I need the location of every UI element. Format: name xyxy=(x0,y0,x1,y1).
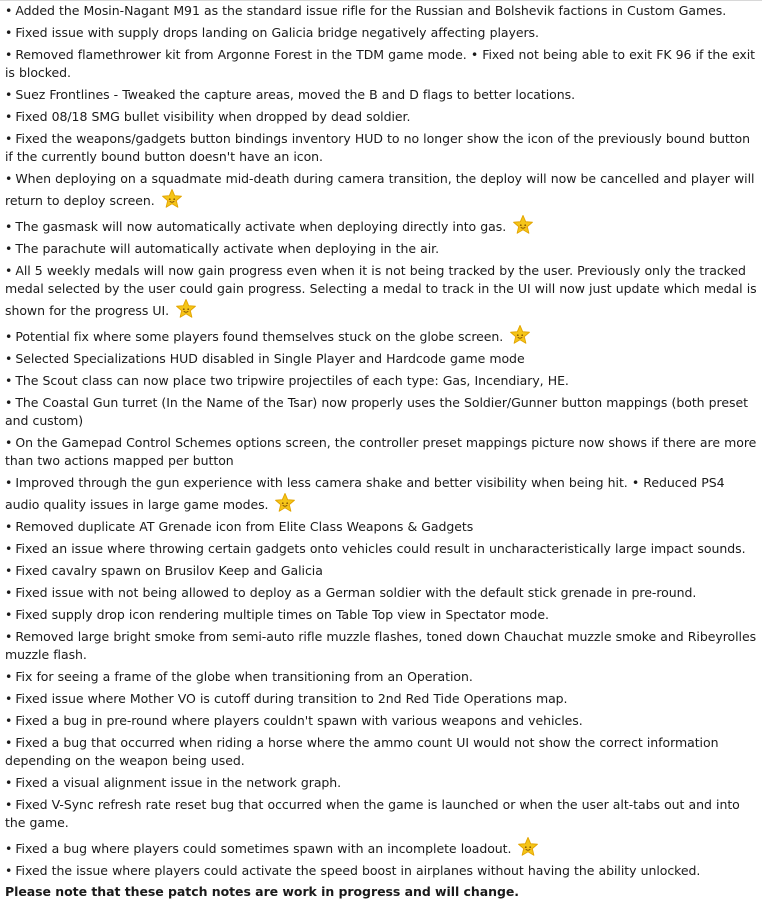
bullet: • xyxy=(5,863,13,878)
patch-note-text: Fixed issue where Mother VO is cutoff during transition to 2nd Red Tide Operations map. xyxy=(15,691,568,706)
patch-note-text: Added the Mosin-Nagant M91 as the standard issue rifle for the Russian and Bolshevik factions in Custom Games. xyxy=(15,3,727,18)
patch-note-item xyxy=(5,836,758,858)
patch-note-item xyxy=(5,628,758,664)
patch-note-item xyxy=(5,394,758,430)
smiling-star-icon xyxy=(161,188,183,210)
patch-note-item xyxy=(5,668,758,686)
bullet: • xyxy=(5,109,13,124)
bullet: • xyxy=(5,563,13,578)
patch-note-item xyxy=(5,108,758,126)
patch-note-text: On the Gamepad Control Schemes options screen, the controller preset mappings picture now shows if there are more than two actions mapped per button xyxy=(5,435,757,468)
patch-note-text: Potential fix where some players found themselves stuck on the globe screen. xyxy=(15,329,504,344)
patch-note-text: Removed large bright smoke from semi-auto rifle muzzle flashes, toned down Chauchat muzzle smoke and Ribeyrolles muzzle flash. xyxy=(5,629,757,662)
bullet: • xyxy=(5,351,13,366)
bullet: • xyxy=(5,669,13,684)
patch-note-text: Fixed V-Sync refresh rate reset bug that occurred when the game is launched or when the user alt-tabs out and into the game. xyxy=(5,797,740,830)
patch-note-item xyxy=(5,712,758,730)
patch-note-text: All 5 weekly medals will now gain progress even when it is not being tracked by the user. Previously only the tracked medal selected by the user could gain progress. Selecting a medal to track in the UI will now just update which medal is shown for the progress UI. xyxy=(5,263,757,318)
bullet: • xyxy=(5,713,13,728)
patch-note-item xyxy=(5,240,758,258)
patch-note-item xyxy=(5,2,758,20)
bullet: • xyxy=(5,475,13,490)
bullet: • xyxy=(5,607,13,622)
patch-note-text: Removed flamethrower kit from Argonne Forest in the TDM game mode. • Fixed not being able to exit FK 96 if the exit is blocked. xyxy=(5,47,755,80)
bullet: • xyxy=(5,435,13,450)
bullet: • xyxy=(5,171,13,186)
patch-note-text: Fixed an issue where throwing certain gadgets onto vehicles could result in uncharacteristically large impact sounds. xyxy=(15,541,746,556)
patch-note-text: When deploying on a squadmate mid-death during camera transition, the deploy will now be cancelled and player will return to deploy screen. xyxy=(5,171,755,208)
patch-note-item xyxy=(5,214,758,236)
patch-note-text: Removed duplicate AT Grenade icon from Elite Class Weapons & Gadgets xyxy=(15,519,474,534)
patch-note-item xyxy=(5,46,758,82)
work-in-progress-notice: Please note that these patch notes are work in progress and will change. xyxy=(5,884,519,899)
patch-note-text: Fixed 08/18 SMG bullet visibility when dropped by dead soldier. xyxy=(15,109,411,124)
patch-note-text: Fixed a visual alignment issue in the network graph. xyxy=(15,775,342,790)
patch-note-text: Fixed supply drop icon rendering multiple times on Table Top view in Spectator mode. xyxy=(15,607,549,622)
patch-note-item xyxy=(5,170,758,210)
smiling-star-icon xyxy=(175,298,197,320)
patch-note-text: Selected Specializations HUD disabled in Single Player and Hardcode game mode xyxy=(15,351,525,366)
bullet: • xyxy=(5,3,13,18)
patch-note-text: Fixed issue with supply drops landing on Galicia bridge negatively affecting players. xyxy=(15,25,539,40)
patch-note-item xyxy=(5,24,758,42)
bullet: • xyxy=(5,797,13,812)
patch-note-text: Fixed the weapons/gadgets button bindings inventory HUD to no longer show the icon of the previously bound button if the currently bound button doesn't have an icon. xyxy=(5,131,751,164)
patch-note-item xyxy=(5,584,758,602)
patch-notes-list xyxy=(5,2,758,880)
patch-note-item xyxy=(5,774,758,792)
bullet: • xyxy=(5,47,13,62)
patch-note-text: The Coastal Gun turret (In the Name of the Tsar) now properly uses the Soldier/Gunner button mappings (both preset and custom) xyxy=(5,395,748,428)
patch-note-text: Fix for seeing a frame of the globe when transitioning from an Operation. xyxy=(15,669,473,684)
patch-note-item xyxy=(5,540,758,558)
smiling-star-icon xyxy=(509,324,531,346)
bullet: • xyxy=(5,329,13,344)
patch-note-item xyxy=(5,324,758,346)
bullet: • xyxy=(5,131,13,146)
patch-note-item xyxy=(5,262,758,320)
patch-note-item xyxy=(5,734,758,770)
smiling-star-icon xyxy=(517,836,539,858)
patch-note-item xyxy=(5,606,758,624)
patch-note-item xyxy=(5,562,758,580)
patch-note-item xyxy=(5,372,758,390)
bullet: • xyxy=(5,775,13,790)
patch-note-text: Improved through the gun experience with less camera shake and better visibility when being hit. • Reduced PS4 audio quality issues in large game modes. xyxy=(5,475,725,512)
patch-note-item xyxy=(5,518,758,536)
patch-note-item xyxy=(5,350,758,368)
patch-note-item xyxy=(5,474,758,514)
bullet: • xyxy=(5,841,13,856)
patch-note-item xyxy=(5,796,758,832)
bullet: • xyxy=(5,519,13,534)
bullet: • xyxy=(5,25,13,40)
patch-note-text: Fixed a bug where players could sometimes spawn with an incomplete loadout. xyxy=(15,841,512,856)
bullet: • xyxy=(5,691,13,706)
patch-note-text: The Scout class can now place two tripwire projectiles of each type: Gas, Incendiary, HE. xyxy=(15,373,569,388)
patch-note-text: Fixed issue with not being allowed to deploy as a German soldier with the default stick grenade in pre-round. xyxy=(15,585,697,600)
patch-note-text: Fixed cavalry spawn on Brusilov Keep and Galicia xyxy=(15,563,323,578)
bullet: • xyxy=(5,735,13,750)
patch-note-item xyxy=(5,86,758,104)
bullet: • xyxy=(5,541,13,556)
bullet: • xyxy=(5,263,13,278)
bullet: • xyxy=(5,219,13,234)
bullet: • xyxy=(5,373,13,388)
patch-note-text: Fixed a bug in pre-round where players couldn't spawn with various weapons and vehicles. xyxy=(15,713,583,728)
patch-note-text: Fixed a bug that occurred when riding a horse where the ammo count UI would not show the correct information depending on the weapon being used. xyxy=(5,735,719,768)
patch-note-text: Fixed the issue where players could activate the speed boost in airplanes without having the ability unlocked. xyxy=(15,863,701,878)
bullet: • xyxy=(5,585,13,600)
patch-note-item xyxy=(5,434,758,470)
patch-note-item xyxy=(5,690,758,708)
smiling-star-icon xyxy=(274,492,296,514)
bullet: • xyxy=(5,395,13,410)
smiling-star-icon xyxy=(512,214,534,236)
patch-note-item xyxy=(5,130,758,166)
patch-note-text: The parachute will automatically activate when deploying in the air. xyxy=(15,241,440,256)
bullet: • xyxy=(5,629,13,644)
patch-note-text: Suez Frontlines - Tweaked the capture areas, moved the B and D flags to better locations. xyxy=(15,87,576,102)
patch-note-text: The gasmask will now automatically activate when deploying directly into gas. xyxy=(15,219,507,234)
patch-note-item xyxy=(5,862,758,880)
bullet: • xyxy=(5,87,13,102)
bullet: • xyxy=(5,241,13,256)
